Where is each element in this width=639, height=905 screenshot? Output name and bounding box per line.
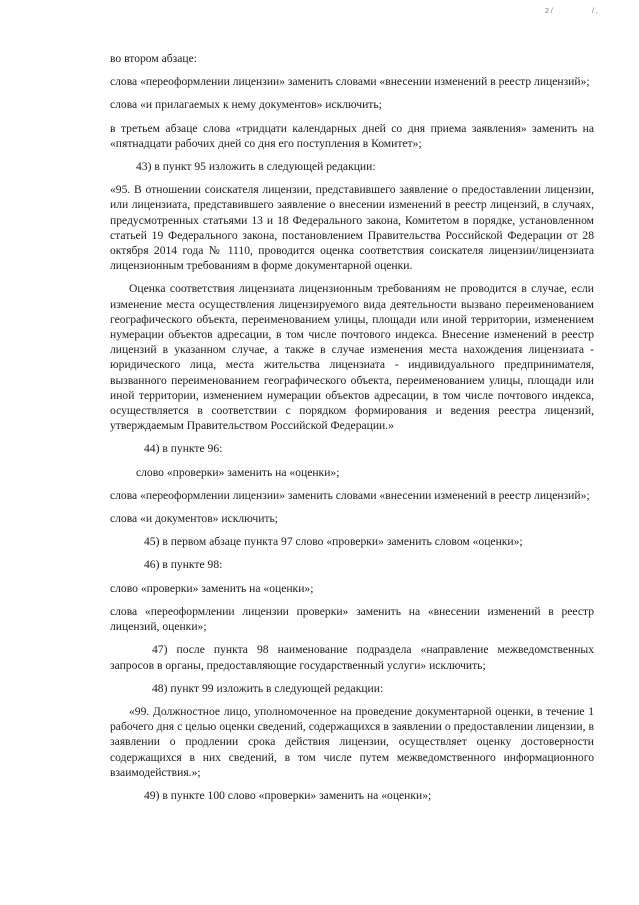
paragraph: слова «переоформлении лицензии» заменить словами «внесении изменений в реестр лицензий»; [110,75,590,89]
paragraph: слово «проверки» заменить на «оценки»; [136,465,340,479]
paragraph: слова «и документов» исключить; [110,512,278,526]
paragraph: в третьем абзаце слова «тридцати календарных дней со дня приема заявления» заменить на «пятнадцати рабочих дней со дня его поступления в Комитет»; [110,121,594,150]
document-body [110,51,594,803]
paragraph: «99. Должностное лицо, уполномоченное на проведение документарной оценки, в течение 1 рабочего дня с целью оценки сведений, содержащихся в заявлении о предоставлении лицензии, в заявлении о продлении срока действия лицензии, осуществляет оценку достоверности содержащихся в них сведений, в том числе путем межведомственного информационного взаимодействия.»; [110,704,594,779]
paragraph: 49) в пункте 100 слово «проверки» заменить на «оценки»; [144,788,432,802]
paragraph: 45) в первом абзаце пункта 97 слово «проверки» заменить словом «оценки»; [144,535,523,549]
paragraph: 43) в пункт 95 изложить в следующей редакции: [136,160,376,174]
paragraph: слова «переоформлении лицензии» заменить словами «внесении изменений в реестр лицензий»; [110,488,590,502]
corner-mark: / , [592,8,598,15]
paragraph: слова «переоформлении лицензии проверки» заменить на «внесении изменений в реестр лицензий, оценки»; [110,604,594,634]
paragraph: 46) в пункте 98: [144,558,223,572]
paragraph: во втором абзаце: [110,52,197,65]
paragraph: слово «проверки» заменить на «оценки»; [110,581,314,595]
corner-mark: 2 / [545,8,553,15]
paragraph: 47) после пункта 98 наименование подраздела «направление межведомственных запросов в органы, предоставляющие государственный услуги» исключить; [110,643,594,672]
paragraph: 48) пункт 99 изложить в следующей редакции: [152,681,384,695]
paragraph: 44) в пункте 96: [144,442,223,456]
paragraph: Оценка соответствия лицензиата лицензионным требованиям не проводится в случае, если изменение места осуществления лицензируемого вида деятельности вызвано переименованием географического объекта, переименованием улицы, площади или иной территории, изменением нумерации объектов адресации, в том числе почтового индекса. Внесение изменений в реестр лицензий в указанном случае, а также в случае изменения места нахождения лицензиата - юридического лица, места жительства лицензиата - индивидуального предпринимателя, вызванного переименованием географического объекта, переименованием улицы, площади или иной территории, изменением нумерации объектов адресации, в том числе почтового индекса, осуществляется в соответствии с порядком формирования и ведения реестра лицензий, утверждаемым Правительством Российской Федерации.» [110,282,594,433]
paragraph: слова «и прилагаемых к нему документов» исключить; [110,98,382,112]
paragraph: «95. В отношении соискателя лицензии, представившего заявление о предоставлении лицензии, или лицензиата, представившего заявление о внесении изменений в реестр лицензий, в случаях, предусмотренных статьями 13 и 18 Федерального закона, Комитетом в порядке, установленном статьей 19 Федерального закона, постановлением Правительства Российской Федерации от 28 октября 2014 года № 1110, проводится оценка соответствия соискателя лицензии/лицензиата лицензионным требованиям в форме документарной оценки. [110,183,594,273]
